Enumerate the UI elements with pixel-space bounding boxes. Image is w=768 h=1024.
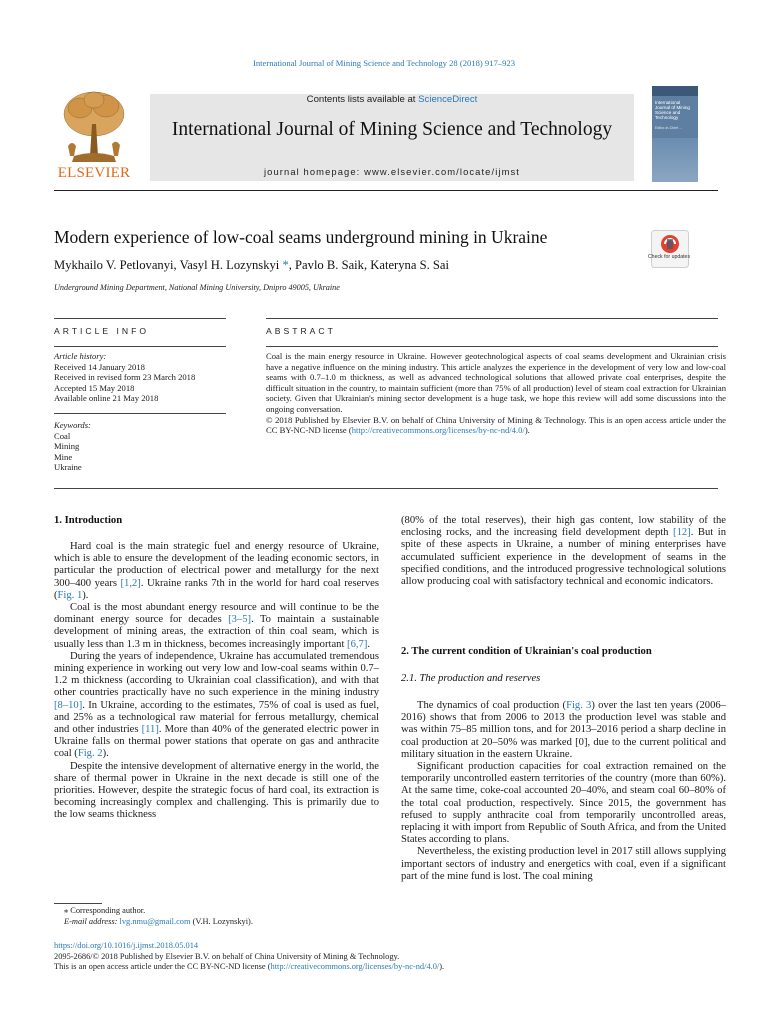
email-line xyxy=(64,917,384,928)
keywords xyxy=(54,420,214,473)
journal-cover-thumbnail[interactable] xyxy=(652,86,698,182)
keyword: Coal xyxy=(54,430,71,441)
section-2-heading: 2. The current condition of Ukrainian's coal production xyxy=(401,646,652,657)
text-run: During the years of independence, Ukraine has accumulated tremendous mining experience in working out very low and low-coal seams within 0.7–1.2 m thickness (according to Ukrainian coal classification), and with that other countries practically have no such experience in the mining industry xyxy=(54,650,379,699)
text-run: . But in spite of these aspects in Ukraine, a number of mining enterprises have accumulated sufficient experience in the development of seams in the specified conditions, and the introduced progressive technological solutions allow producing coal with satisfactory technical and economic indicators. xyxy=(401,527,726,588)
history-online: Available online 21 May 2018 xyxy=(54,393,159,404)
cover-band xyxy=(652,86,698,96)
homepage-link[interactable]: www.elsevier.com/locate/ijmst xyxy=(364,166,520,177)
oa-prefix: This is an open access article under the CC BY-NC-ND license ( xyxy=(54,962,271,972)
text-run: . In Ukraine, according to the estimates, 75% of coal is used as fuel, and 25% as a technological raw material for ferrous metallurgy, chemical and other industries xyxy=(54,699,379,736)
section-1-heading: 1. Introduction xyxy=(54,515,123,526)
text-run: ). xyxy=(82,589,89,601)
keyword: Mine xyxy=(54,451,73,462)
abstract-copyright xyxy=(266,415,726,436)
right-column-top xyxy=(401,515,726,588)
journal-title: International Journal of Mining Science and Technology xyxy=(171,119,613,140)
text-run: . xyxy=(367,638,371,650)
paragraph: Despite the intensive development of alternative energy in the world, the share of thermal power in Ukraine in the next decade is still one of the priorities. However, despite the strategic focus of hard coal, its extraction is becoming increasingly complex and challenging. This is primarily due to the low seams thickness xyxy=(54,760,379,821)
reference-link[interactable]: [1,2] xyxy=(120,577,141,589)
text-run: . To maintain a sustainable development of mining areas, the extraction of thin coal seam, which is usually less than 1.3 m in thickness, becomes increasingly important xyxy=(54,614,379,650)
abstract-text: Coal is the main energy resource in Ukraine. However geotechnological aspects of coal seams development and Ukrainian crisis have a negative influence on the mining industry. This article analyzes the experience in the development of very low and low-coal seams with 0.7–1.0 m thickness, as well as advanced technological solutions that allowed private coal enterprises, despite the difficult situation in the country, to maintain sufficient (more than 75% of all production) level of steam coal extraction for Ukrainian society. Given that Ukrainian's mining sector development is a huge task, we hope this review will add some discussions into the ongoing conversation. xyxy=(266,351,726,414)
elsevier-wordmark[interactable]: ELSEVIER xyxy=(57,165,131,181)
oa-license-link[interactable]: http://creativecommons.org/licenses/by-nc-nd/4.0/ xyxy=(270,962,440,972)
footnote-block xyxy=(64,906,384,927)
figure-link[interactable]: Fig. 3 xyxy=(566,700,592,711)
abstract-rule xyxy=(266,346,718,347)
corresponding-mark[interactable]: * xyxy=(279,258,289,272)
journal-citation[interactable]: International Journal of Mining Science and Technology 28 (2018) 917–923 xyxy=(252,58,515,68)
abstract-top-rule xyxy=(266,318,718,319)
keywords-rule xyxy=(54,413,226,414)
reference-link[interactable]: [6,7] xyxy=(347,638,368,650)
text-run: ). xyxy=(102,748,109,760)
abstract-heading: ABSTRACT xyxy=(266,326,336,336)
paragraph xyxy=(401,700,726,761)
text-run: The dynamics of coal production ( xyxy=(417,700,567,711)
keywords-label: Keywords: xyxy=(54,420,91,430)
keyword: Ukraine xyxy=(54,462,82,473)
paragraph xyxy=(54,602,379,651)
copyright-text: © 2018 Published by Elsevier B.V. on behalf of China University of Mining & Technology. This is an open access article under the CC BY-NC-ND license ( xyxy=(266,414,726,436)
figure-link[interactable]: Fig. 1 xyxy=(57,589,83,601)
keyword: Mining xyxy=(54,441,80,452)
copyright-end: ). xyxy=(524,425,530,436)
paragraph xyxy=(401,515,726,588)
text-run: . More than 40% of the generated electric power in Ukraine falls on thermal power stations that operate on gas and anthracite coal ( xyxy=(54,724,379,760)
open-access-line xyxy=(54,962,734,973)
publication-footer xyxy=(54,941,734,973)
issn-line: 2095-2686/© 2018 Published by Elsevier B.V. on behalf of China University of Mining & Technology. xyxy=(54,951,400,961)
cover-title: International Journal of Mining Science and Technology xyxy=(655,100,690,120)
history-accepted: Accepted 15 May 2018 xyxy=(54,382,135,393)
check-for-updates-label[interactable]: Check for updates xyxy=(647,254,691,260)
history-received: Received 14 January 2018 xyxy=(54,361,145,372)
figure-link[interactable]: Fig. 2 xyxy=(77,748,103,760)
reference-link[interactable]: [8–10] xyxy=(54,699,83,711)
corresponding-author-note: ⁎ Corresponding author. xyxy=(64,906,146,915)
paragraph xyxy=(54,651,379,761)
right-column-bottom xyxy=(401,700,726,883)
paragraph: Significant production capacities for coal extraction remained on the temporarily uncontrolled eastern territories of the country (more than 60%). At the same time, coke-coal accounted 20–40%, and steam coal 60–80% of the total coal production, respectively. Since 2015, the government has refused to supply anthracite coal from temporarily uncontrolled areas, replacing it with import from Republic of South Africa, and from the United States according to plans. xyxy=(401,761,726,846)
left-column xyxy=(54,541,379,822)
email-link[interactable]: lvg.nmu@gmail.com xyxy=(119,916,191,926)
abstract-body xyxy=(266,351,726,436)
doi-link[interactable]: https://doi.org/10.1016/j.ijmst.2018.05.014 xyxy=(54,941,199,950)
article-info-rule xyxy=(54,346,226,347)
homepage-prefix: journal homepage: xyxy=(264,166,365,177)
affiliation: Underground Mining Department, National Mining University, Dnipro 49005, Ukraine xyxy=(54,283,340,292)
contents-prefix: Contents lists available at xyxy=(306,94,419,105)
text-run: . Ukraine ranks 7th in the world for hard coal reserves ( xyxy=(54,577,379,601)
text-run: (80% of the total reserves), their high gas content, low stability of the enclosing rocks, and the increasing field development depth xyxy=(401,515,726,539)
text-run: ) over the last ten years (2006–2016) shows that from 2006 to 2013 the production level was stable and was within 75–85 million tons, and for 2013–2016 period a sharp decline in coal production at 20–50% was marked [0], due to the current political and military situation in the eastern Ukraine. xyxy=(401,700,726,760)
email-label: E-mail address: xyxy=(64,916,120,926)
history-revised: Received in revised form 23 March 2018 xyxy=(54,372,196,383)
history-label: Article history: xyxy=(54,351,107,361)
check-for-updates-icon[interactable] xyxy=(651,230,689,268)
footnote-rule xyxy=(54,903,102,904)
oa-suffix: ). xyxy=(439,962,445,972)
sciencedirect-link[interactable]: ScienceDirect xyxy=(418,94,478,105)
text-run: Hard coal is the main strategic fuel and energy resource of Ukraine, which is able to ensure the development of the leading economic sectors, in particular the production of electrical power and metallurgy for the next 300–400 years xyxy=(54,541,379,589)
contents-line xyxy=(150,94,634,105)
paragraph: Nevertheless, the existing production level in 2017 still allows supplying important sectors of industry and energetics with coal, even if a significant part of the mine fund is lost. The coal mining xyxy=(401,846,726,882)
article-info-top-rule xyxy=(54,318,226,319)
reference-link[interactable]: [11] xyxy=(141,724,159,736)
authors-first[interactable]: Mykhailo V. Petlovanyi, Vasyl H. Lozynskyi xyxy=(54,258,280,272)
author-list xyxy=(54,258,449,273)
cover-subtitle: Editor-in-Chief ... xyxy=(655,126,682,130)
paragraph xyxy=(54,541,379,602)
reference-link[interactable]: [12] xyxy=(673,527,691,539)
text-run: Coal is the most abundant energy resource and will continue to be the dominant energy source for decades xyxy=(54,602,379,626)
email-name: (V.H. Lozynskyi). xyxy=(190,916,253,926)
abstract-bottom-rule xyxy=(54,488,718,489)
reference-link[interactable]: [3–5] xyxy=(228,614,252,626)
article-history xyxy=(54,351,254,404)
section-2-1-heading: 2.1. The production and reserves xyxy=(401,673,541,684)
journal-homepage xyxy=(150,166,634,177)
license-link[interactable]: http://creativecommons.org/licenses/by-nc-nd/4.0/ xyxy=(351,425,525,436)
header-divider xyxy=(54,190,718,191)
article-info-heading: ARTICLE INFO xyxy=(54,326,150,336)
cover-image xyxy=(652,138,698,182)
article-title: Modern experience of low-coal seams underground mining in Ukraine xyxy=(54,227,548,247)
authors-rest[interactable]: , Pavlo B. Saik, Kateryna S. Sai xyxy=(288,258,449,272)
